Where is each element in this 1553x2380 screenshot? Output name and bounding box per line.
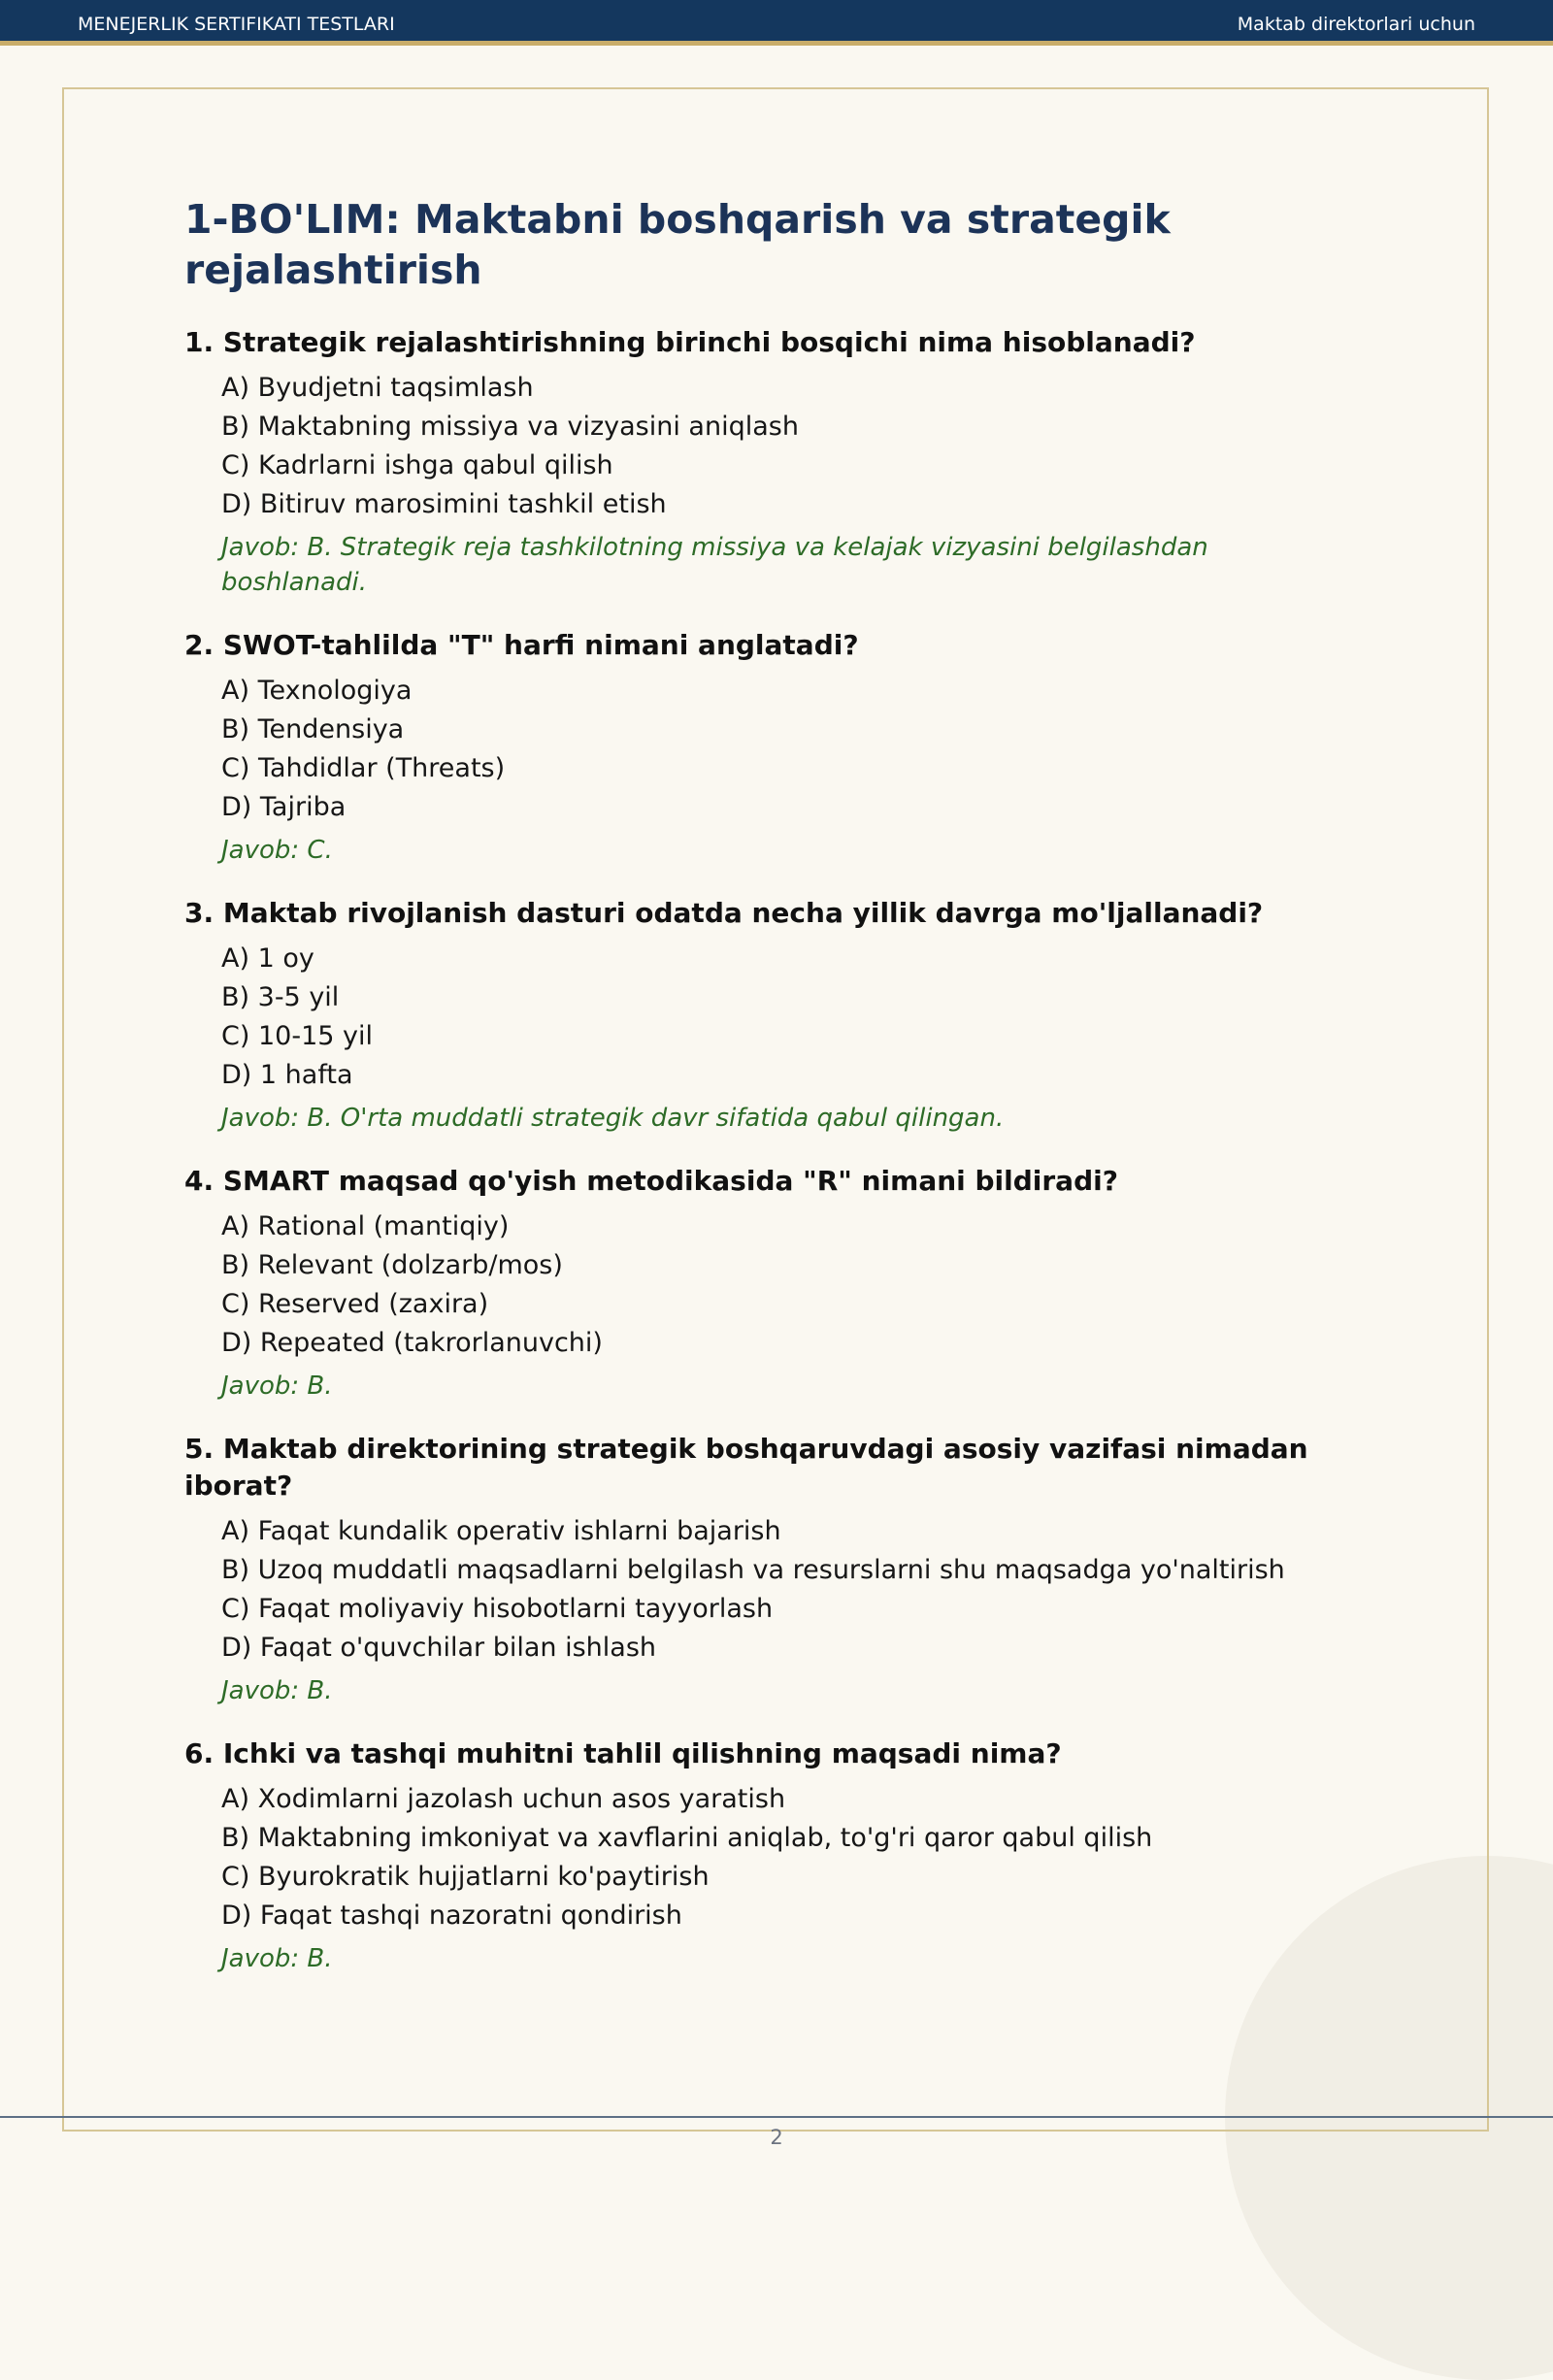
answer-option: A) 1 oy bbox=[221, 943, 314, 974]
answer-option: D) Faqat o'quvchilar bilan ishlash bbox=[221, 1633, 657, 1663]
answer-option: C) Kadrlarni ishga qabul qilish bbox=[221, 450, 613, 480]
answer-option: A) Byudjetni taqsimlash bbox=[221, 373, 534, 403]
question-item bbox=[184, 1431, 1349, 1708]
answer-option: B) Relevant (dolzarb/mos) bbox=[221, 1250, 563, 1280]
header-left-text: MENEJERLIK SERTIFIKATI TESTLARI bbox=[78, 14, 395, 35]
answer-option: C) Faqat moliyaviy hisobotlarni tayyorlash bbox=[221, 1594, 774, 1624]
answer-option: B) Uzoq muddatli maqsadlarni belgilash va resurslarni shu maqsadga yo'naltirish bbox=[221, 1555, 1285, 1585]
question-text: 2. SWOT-tahlilda "T" harfi nimani anglatadi? bbox=[184, 629, 859, 661]
answer-key: Javob: B. Strategik reja tashkilotning missiya va kelajak vizyasini belgilashdan boshlanadi. bbox=[221, 533, 1208, 597]
answer-key: Javob: B. O'rta muddatli strategik davr sifatida qabul qilingan. bbox=[221, 1104, 1005, 1133]
answer-key: Javob: B. bbox=[221, 1676, 333, 1705]
question-text: 5. Maktab direktorining strategik boshqaruvdagi asosiy vazifasi nimadan iborat? bbox=[184, 1433, 1308, 1502]
answer-option: C) Reserved (zaxira) bbox=[221, 1289, 489, 1319]
section-title: 1-BO'LIM: Maktabni boshqarish va strategik rejalashtirish bbox=[184, 196, 1171, 293]
question-text: 4. SMART maqsad qo'yish metodikasida "R" nimani bildiradi? bbox=[184, 1165, 1118, 1197]
answer-option: C) 10-15 yil bbox=[221, 1021, 373, 1051]
header-right-text: Maktab direktorlari uchun bbox=[1237, 14, 1475, 35]
answer-option: A) Texnologiya bbox=[221, 676, 413, 706]
answer-option: B) 3-5 yil bbox=[221, 982, 340, 1012]
page-header-bar bbox=[0, 0, 1553, 46]
answer-option: B) Maktabning imkoniyat va xavflarini aniqlab, to'g'ri qaror qabul qilish bbox=[221, 1823, 1153, 1853]
question-item bbox=[184, 1735, 1349, 1976]
question-item bbox=[184, 627, 1349, 868]
question-text: 1. Strategik rejalashtirishning birinchi bosqichi nima hisoblanadi? bbox=[184, 326, 1196, 358]
question-item bbox=[184, 324, 1349, 600]
answer-option: B) Tendensiya bbox=[221, 714, 405, 744]
answer-option: A) Faqat kundalik operativ ishlarni bajarish bbox=[221, 1516, 781, 1546]
answer-key: Javob: B. bbox=[221, 1944, 333, 1973]
answer-option: D) Tajriba bbox=[221, 792, 347, 822]
answer-option: A) Rational (mantiqiy) bbox=[221, 1211, 510, 1241]
question-text: 6. Ichki va tashqi muhitni tahlil qilishning maqsadi nima? bbox=[184, 1737, 1062, 1769]
page-number: 2 bbox=[770, 2126, 783, 2149]
footer-divider bbox=[0, 2116, 1553, 2118]
answer-option: D) Bitiruv marosimini tashkil etish bbox=[221, 489, 667, 519]
question-item bbox=[184, 895, 1349, 1136]
question-item bbox=[184, 1163, 1349, 1404]
answer-option: A) Xodimlarni jazolash uchun asos yaratish bbox=[221, 1784, 786, 1814]
question-text: 3. Maktab rivojlanish dasturi odatda necha yillik davrga mo'ljallanadi? bbox=[184, 897, 1264, 929]
answer-option: D) 1 hafta bbox=[221, 1060, 353, 1090]
answer-option: D) Repeated (takrorlanuvchi) bbox=[221, 1328, 603, 1358]
answer-option: C) Byurokratik hujjatlarni ko'paytirish bbox=[221, 1862, 710, 1892]
answer-option: B) Maktabning missiya va vizyasini aniqlash bbox=[221, 412, 799, 442]
answer-option: C) Tahdidlar (Threats) bbox=[221, 753, 506, 783]
answer-key: Javob: C. bbox=[221, 836, 333, 865]
document-content bbox=[184, 194, 1349, 2003]
answer-key: Javob: B. bbox=[221, 1372, 333, 1401]
answer-option: D) Faqat tashqi nazoratni qondirish bbox=[221, 1901, 682, 1931]
